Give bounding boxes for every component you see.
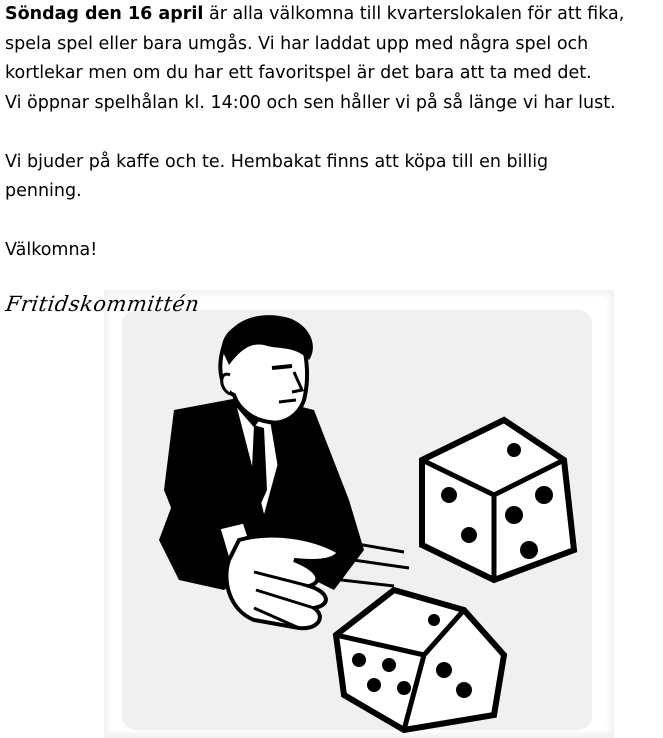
invitation-line-3: kortlekar men om du har ett favoritspel är det bara att ta med det.: [5, 63, 592, 83]
man-mouth: [279, 400, 296, 402]
man-rolling-dice-drawing: [104, 290, 614, 738]
man-ear: [222, 374, 230, 394]
invitation-line-4: Vi öppnar spelhålan kl. 14:00 och sen håller vi på så länge vi har lust.: [5, 92, 616, 113]
refreshments-line-1: Vi bjuder på kaffe och te. Hembakat finns att köpa till en billig: [5, 151, 549, 172]
dice-illustration: [104, 290, 614, 738]
date-lead: Söndag den 16 april: [5, 4, 204, 24]
invitation-line-2: spela spel eller bara umgås. Vi har laddat upp med några spel och: [5, 33, 589, 54]
signature-fritidskommitten: Fritidskommittén: [4, 292, 202, 316]
paragraph-invitation: [5, 0, 655, 118]
invitation-line-1: är alla välkomna till kvarterslokalen för att fika,: [203, 4, 625, 24]
paragraph-spacer: [5, 118, 655, 148]
refreshments-line-2: penning.: [5, 181, 82, 201]
greeting: Välkomna!: [5, 240, 98, 260]
man-eye: [272, 366, 292, 368]
paragraph-refreshments: [5, 148, 655, 207]
paragraph-spacer: [5, 207, 655, 237]
letter-body: [5, 0, 655, 266]
